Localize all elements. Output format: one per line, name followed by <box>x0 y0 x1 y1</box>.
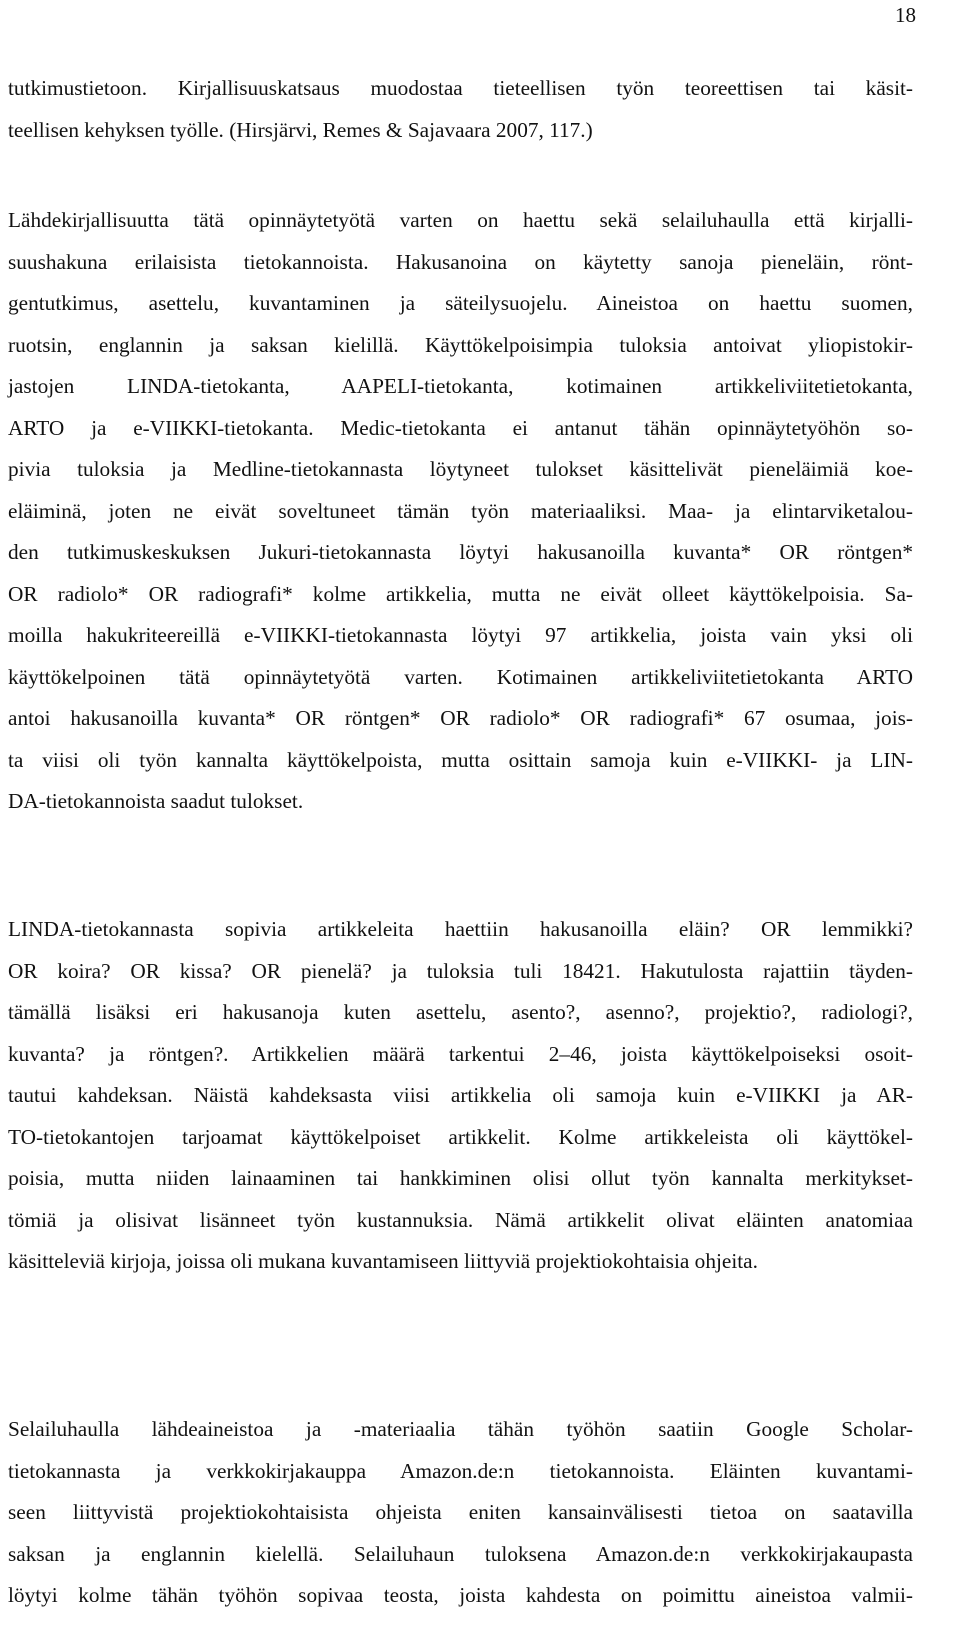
text-line: saksan ja englannin kielellä. Selailuhaun tuloksena Amazon.de:n verkkokirjakaupasta <box>8 1541 913 1566</box>
text-line: Selailuhaulla lähdeaineistoa ja -materiaalia tähän työhön saatiin Google Scholar- <box>8 1417 913 1441</box>
text-line: moilla hakukriteereillä e-VIIKKI-tietokannasta löytyi 97 artikkelia, joista vain yksi oli <box>8 623 913 647</box>
paragraph-browsing-search <box>8 1409 913 1617</box>
text-line: tömiä ja olisivat lisänneet työn kustannuksia. Nämä artikkelit olivat eläinten anatomiaa <box>8 1207 913 1232</box>
text-line: ARTO ja e-VIIKKI-tietokanta. Medic-tietokanta ei antanut tähän opinnäytetyöhön so- <box>8 415 913 440</box>
text-line: LINDA-tietokannasta sopivia artikkeleita haettiin hakusanoilla eläin? OR lemmikki? <box>8 917 913 941</box>
text-line: OR koira? OR kissa? OR pienelä? ja tuloksia tuli 18421. Hakutulosta rajattiin täyden- <box>8 958 913 983</box>
text-line: antoi hakusanoilla kuvanta* OR röntgen* OR radiolo* OR radiografi* 67 osumaa, jois- <box>8 706 913 730</box>
text-line: TO-tietokantojen tarjoamat käyttökelpoiset artikkelit. Kolme artikkeleista oli käyttökel- <box>8 1124 913 1149</box>
text-line: den tutkimuskeskuksen Jukuri-tietokannasta löytyi hakusanoilla kuvanta* OR röntgen* <box>8 540 913 564</box>
paragraph-linda-search <box>8 909 913 1283</box>
text-line: käsitteleviä kirjoja, joissa oli mukana kuvantamiseen liittyviä projektiokohtaisia ohjeita. <box>8 1249 758 1273</box>
text-line: seen liittyvistä projektiokohtaisista ohjeista eniten kansainvälisesti tietoa on saatavilla <box>8 1500 913 1524</box>
paragraph-database-search <box>8 200 913 823</box>
text-line: löytyi kolme tähän työhön sopivaa teosta, joista kahdesta on poimittu aineistoa valmii- <box>8 1583 913 1607</box>
text-line: teellisen kehyksen työlle. (Hirsjärvi, Remes & Sajavaara 2007, 117.) <box>8 117 593 142</box>
text-line: gentutkimus, asettelu, kuvantaminen ja säteilysuojelu. Aineistoa on haettu suomen, <box>8 291 913 315</box>
text-line: jastojen LINDA-tietokanta, AAPELI-tietokanta, kotimainen artikkeliviitetietokanta, <box>8 374 913 398</box>
text-line: kuvanta? ja röntgen?. Artikkelien määrä tarkentui 2–46, joista käyttökelpoiseksi osoit- <box>8 1041 913 1066</box>
text-line: tautui kahdeksan. Näistä kahdeksasta viisi artikkelia oli samoja kuin e-VIIKKI ja AR- <box>8 1083 913 1107</box>
text-line: ruotsin, englannin ja saksan kielillä. Käyttökelpoisimpia tuloksia antoivat yliopistokir- <box>8 332 913 357</box>
text-line: ta viisi oli työn kannalta käyttökelpoista, mutta osittain samoja kuin e-VIIKKI- ja LIN- <box>8 747 913 772</box>
text-line: pivia tuloksia ja Medline-tietokannasta löytyneet tulokset käsittelivät pieneläimiä koe- <box>8 457 913 481</box>
text-line: tämällä lisäksi eri hakusanoja kuten asettelu, asento?, asenno?, projektio?, radiologi?, <box>8 1000 913 1024</box>
page-number: 18 <box>895 3 916 27</box>
paragraph-literature-review <box>8 68 913 151</box>
text-line: poisia, mutta niiden lainaaminen tai hankkiminen olisi ollut työn kannalta merkitykset- <box>8 1166 913 1190</box>
text-line: OR radiolo* OR radiografi* kolme artikkelia, mutta ne eivät olleet käyttökelpoisia. Sa- <box>8 581 913 606</box>
text-line: Lähdekirjallisuutta tätä opinnäytetyötä varten on haettu sekä selailuhaulla että kirjalli- <box>8 208 913 232</box>
text-line: käyttökelpoinen tätä opinnäytetyötä varten. Kotimainen artikkeliviitetietokanta ARTO <box>8 664 913 689</box>
text-line: eläiminä, joten ne eivät soveltuneet tämän työn materiaaliksi. Maa- ja elintarviketalou- <box>8 498 913 523</box>
text-line: tutkimustietoon. Kirjallisuuskatsaus muodostaa tieteellisen työn teoreettisen tai käsit- <box>8 76 913 100</box>
text-line: tietokannasta ja verkkokirjakauppa Amazon.de:n tietokannoista. Eläinten kuvantami- <box>8 1458 913 1483</box>
text-line: suushakuna erilaisista tietokannoista. Hakusanoina on käytetty sanoja pieneläin, rönt- <box>8 249 913 274</box>
text-line: DA-tietokannoista saadut tulokset. <box>8 789 304 813</box>
